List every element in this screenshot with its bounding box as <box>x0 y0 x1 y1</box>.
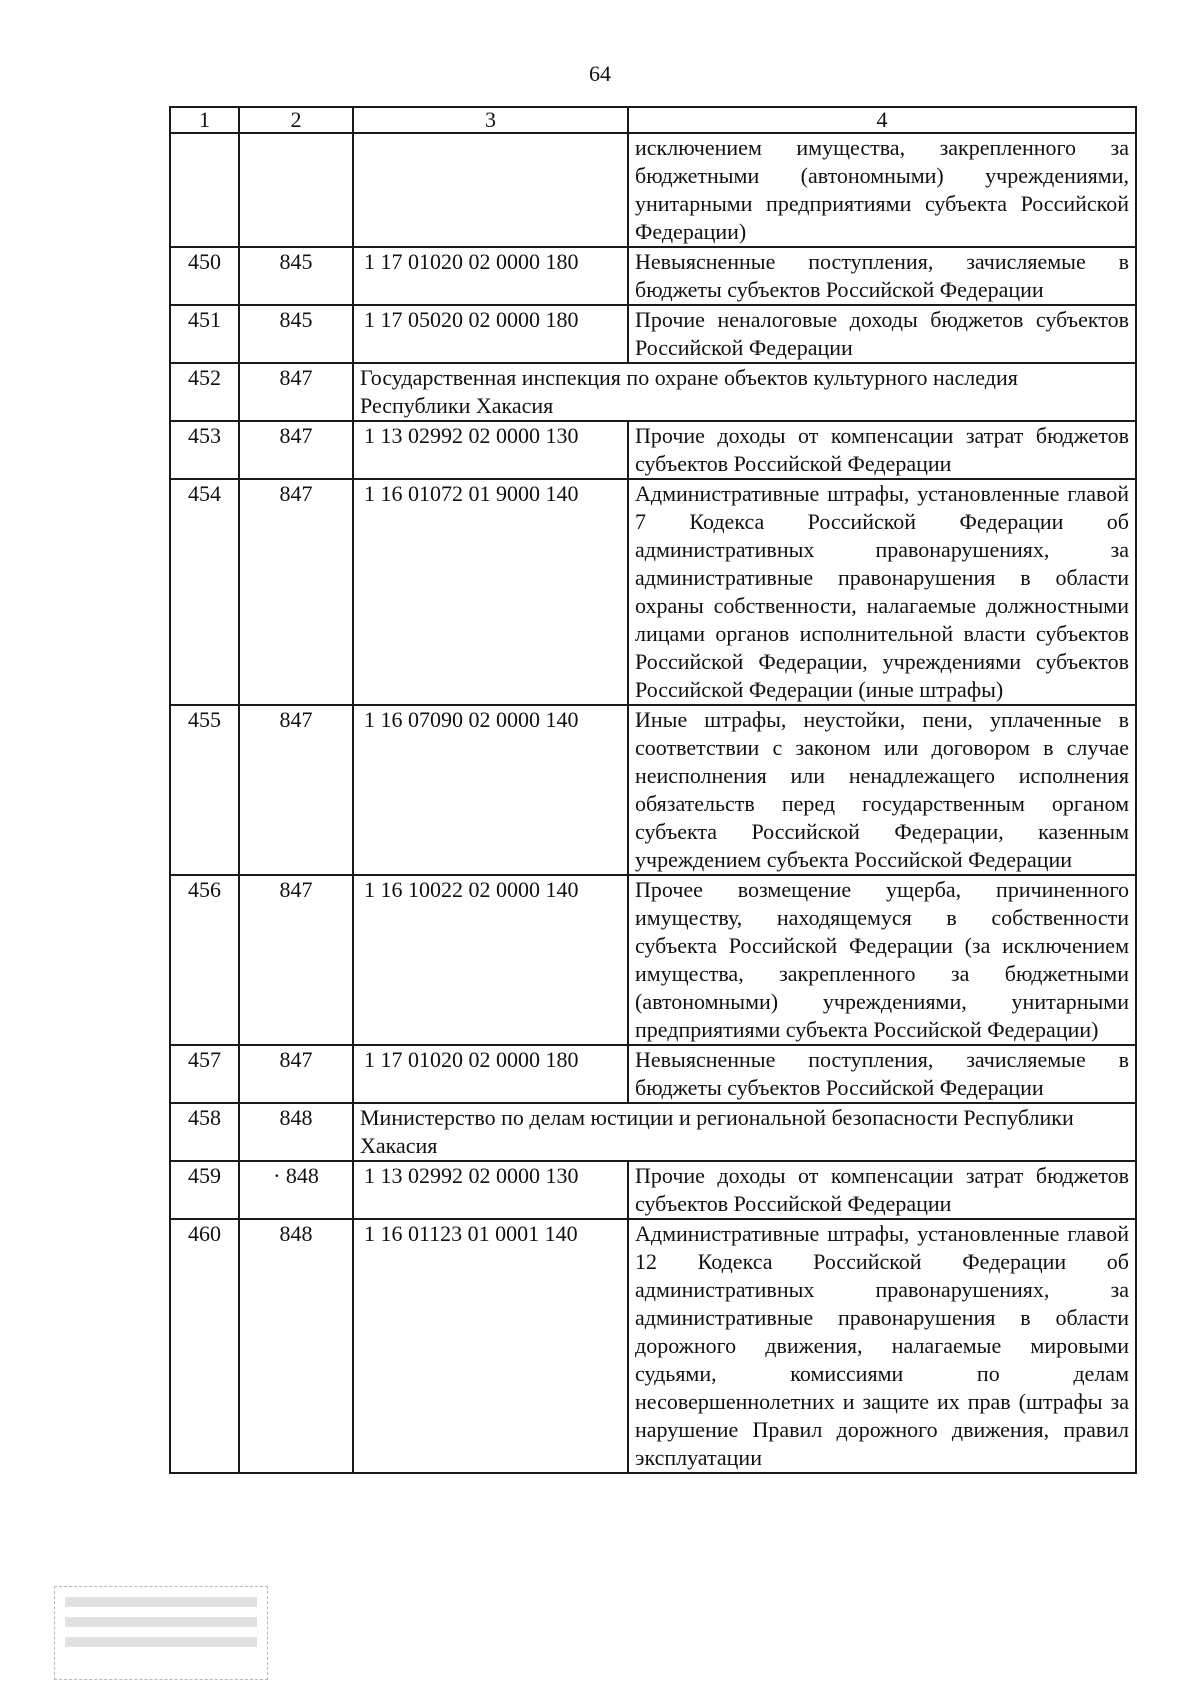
table-row <box>170 875 1136 1045</box>
revenue-code: 1 17 01020 02 0000 180 <box>353 247 628 305</box>
row-number: 459 <box>170 1161 239 1219</box>
table-row <box>170 1045 1136 1103</box>
revenue-code: 1 16 01072 01 9000 140 <box>353 479 628 705</box>
revenue-name: Административные штрафы, установленные главой 7 Кодекса Российской Федерации об административных правонарушениях, за административные правонарушения в области охраны собственности, налагаемые должностными лицами органов исполнительной власти субъектов Российской Федерации, учреждениями субъектов Российской Федерации (иные штрафы) <box>628 479 1136 705</box>
organization-name: Государственная инспекция по охране объектов культурного наследия Республики Хакасия <box>353 363 1136 421</box>
organization-name: Министерство по делам юстиции и региональной безопасности Республики Хакасия <box>353 1103 1136 1161</box>
table-row <box>170 247 1136 305</box>
admin-code: 847 <box>239 421 353 479</box>
table-body <box>170 133 1136 1473</box>
header-col-2: 2 <box>239 107 353 133</box>
row-number: 450 <box>170 247 239 305</box>
admin-code: 845 <box>239 247 353 305</box>
revenue-code: 1 13 02992 02 0000 130 <box>353 421 628 479</box>
revenue-name: Невыясненные поступления, зачисляемые в бюджеты субъектов Российской Федерации <box>628 1045 1136 1103</box>
table-row <box>170 1219 1136 1473</box>
admin-code: 847 <box>239 875 353 1045</box>
admin-code: 847 <box>239 479 353 705</box>
cell-empty <box>170 133 239 247</box>
admin-code: · 848 <box>239 1161 353 1219</box>
table-row <box>170 705 1136 875</box>
revenue-name: Невыясненные поступления, зачисляемые в бюджеты субъектов Российской Федерации <box>628 247 1136 305</box>
revenue-code: 1 16 10022 02 0000 140 <box>353 875 628 1045</box>
page-number: 64 <box>589 61 611 86</box>
table-row <box>170 421 1136 479</box>
header-col-4: 4 <box>628 107 1136 133</box>
admin-code: 845 <box>239 305 353 363</box>
revenue-name: Прочее возмещение ущерба, причиненного имуществу, находящемуся в собственности субъекта Российской Федерации (за исключением имущества, закрепленного за бюджетными (автономными) учреждениями, унитарными предприятиями субъекта Российской Федерации) <box>628 875 1136 1045</box>
table-row <box>170 1103 1136 1161</box>
admin-code: 847 <box>239 363 353 421</box>
table-row <box>170 305 1136 363</box>
revenue-name: Прочие неналоговые доходы бюджетов субъектов Российской Федерации <box>628 305 1136 363</box>
table-row <box>170 479 1136 705</box>
table-row <box>170 1161 1136 1219</box>
revenue-code: 1 13 02992 02 0000 130 <box>353 1161 628 1219</box>
admin-code: 847 <box>239 1045 353 1103</box>
table-header-row <box>170 107 1136 133</box>
cell-empty <box>239 133 353 247</box>
revenue-code: 1 17 01020 02 0000 180 <box>353 1045 628 1103</box>
cell-empty <box>353 133 628 247</box>
row-number: 457 <box>170 1045 239 1103</box>
admin-code: 848 <box>239 1219 353 1473</box>
revenue-code: 1 16 07090 02 0000 140 <box>353 705 628 875</box>
revenue-name: Прочие доходы от компенсации затрат бюджетов субъектов Российской Федерации <box>628 421 1136 479</box>
continuation-row <box>170 133 1136 247</box>
row-number: 452 <box>170 363 239 421</box>
continuation-text: исключением имущества, закрепленного за бюджетными (автономными) учреждениями, унитарными предприятиями субъекта Российской Федерации) <box>628 133 1136 247</box>
table-row <box>170 363 1136 421</box>
header-col-3: 3 <box>353 107 628 133</box>
header-col-1: 1 <box>170 107 239 133</box>
row-number: 454 <box>170 479 239 705</box>
admin-code: 848 <box>239 1103 353 1161</box>
row-number: 460 <box>170 1219 239 1473</box>
revenue-codes-table <box>169 106 1137 1474</box>
revenue-code: 1 17 05020 02 0000 180 <box>353 305 628 363</box>
revenue-name: Иные штрафы, неустойки, пени, уплаченные в соответствии с законом или договором в случае неисполнения или ненадлежащего исполнения обязательств перед государственным органом субъекта Российской Федерации, казенным учреждением субъекта Российской Федерации <box>628 705 1136 875</box>
faded-stamp <box>54 1586 268 1680</box>
revenue-code: 1 16 01123 01 0001 140 <box>353 1219 628 1473</box>
row-number: 458 <box>170 1103 239 1161</box>
row-number: 456 <box>170 875 239 1045</box>
row-number: 453 <box>170 421 239 479</box>
row-number: 451 <box>170 305 239 363</box>
revenue-name: Административные штрафы, установленные главой 12 Кодекса Российской Федерации об административных правонарушениях, за административные правонарушения в области дорожного движения, налагаемые мировыми судьями, комиссиями по делам несовершеннолетних и защите их прав (штрафы за нарушение Правил дорожного движения, правил эксплуатации <box>628 1219 1136 1473</box>
row-number: 455 <box>170 705 239 875</box>
revenue-name: Прочие доходы от компенсации затрат бюджетов субъектов Российской Федерации <box>628 1161 1136 1219</box>
admin-code: 847 <box>239 705 353 875</box>
